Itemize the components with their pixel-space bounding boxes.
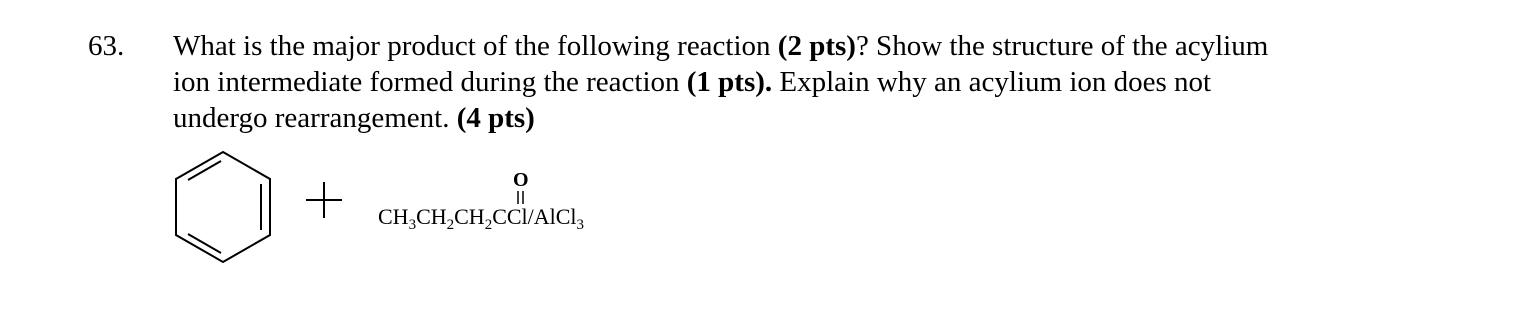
question-number: 63. (88, 30, 125, 62)
question-line-3-text: undergo rearrangement. (173, 102, 457, 134)
question-line-2-text-end: Explain why an acylium ion does not (772, 66, 1212, 98)
question-line-2-text: ion intermediate formed during the reaction (173, 66, 687, 98)
points-4: (4 pts) (456, 102, 535, 134)
reagent-sub-1: 3 (408, 217, 417, 233)
question-line-3 (173, 100, 1473, 136)
points-2: (2 pts) (777, 30, 856, 62)
question-line-1 (173, 28, 1473, 64)
reagent-part-4: CCl/AlCl (492, 204, 577, 229)
reagent-formula (378, 203, 584, 231)
reagent-part-2: CH (416, 204, 447, 229)
benzene-ring-icon (170, 148, 276, 266)
reagent-part-1: CH (378, 204, 409, 229)
plus-icon (304, 180, 344, 220)
question-line-2 (173, 64, 1473, 100)
reagent-sub-4: 3 (576, 217, 585, 233)
carbonyl-oxygen: O (513, 169, 529, 191)
question-line-1-text-end: ? Show the structure of the acylium (855, 30, 1269, 62)
reagent-part-3: CH (454, 204, 485, 229)
question-text (173, 28, 1473, 136)
reagent-sub-2: 2 (446, 217, 455, 233)
points-1: (1 pts). (686, 66, 773, 98)
reagent-sub-3: 2 (484, 217, 493, 233)
question-line-1-text: What is the major product of the following reaction (173, 30, 778, 62)
